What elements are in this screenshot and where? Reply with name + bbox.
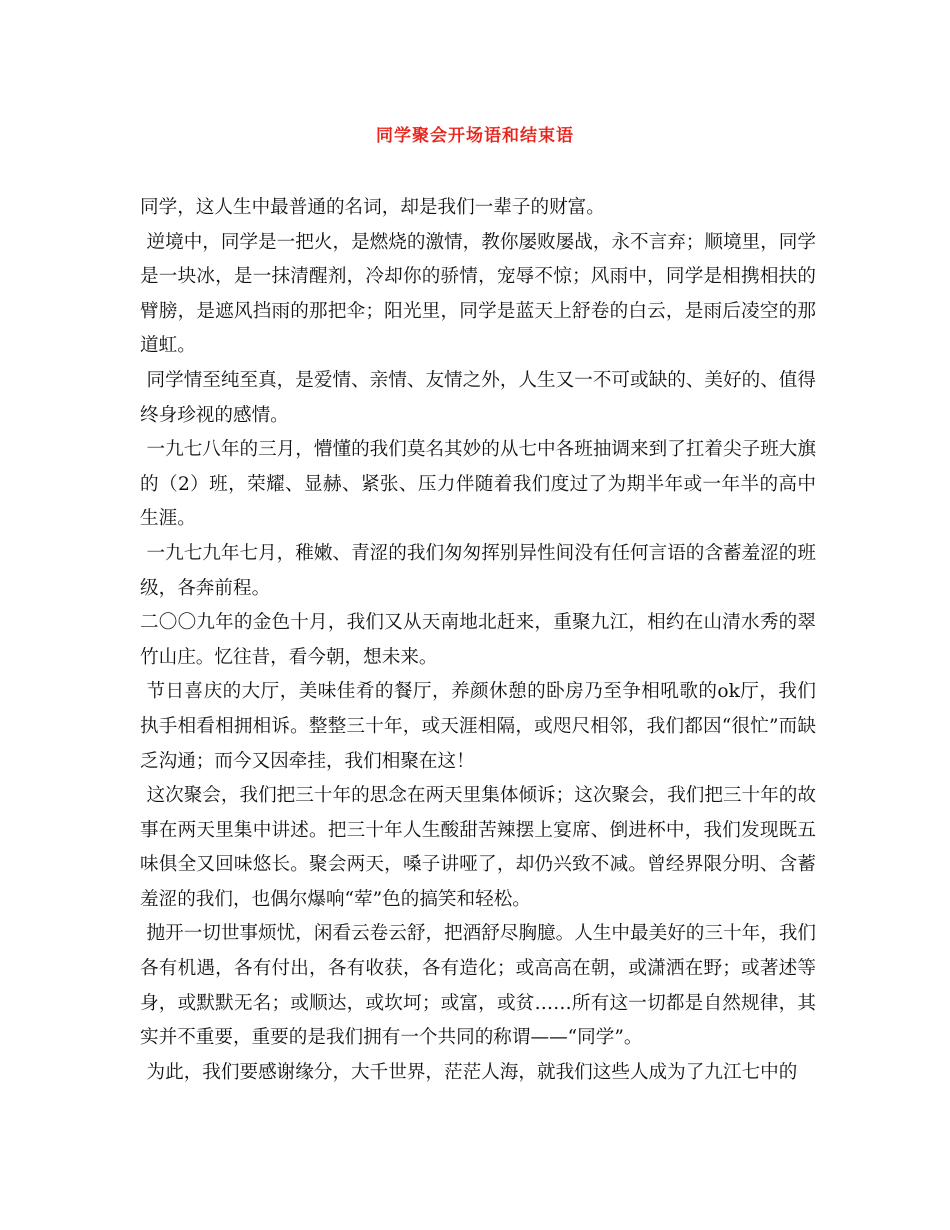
document-title: 同学聚会开场语和结束语: [376, 126, 574, 146]
paragraph-this-gathering: 这次聚会，我们把三十年的思念在两天里集体倾诉；这次聚会，我们把三十年的故事在两天里集中讲述。把三十年人生酸甜苦辣摆上宴席、倒进杯中，我们发现既五味俱全又回味悠长。聚会两天，嗓子讲哑了，却仍兴致不减。曾经界限分明、含蓄羞涩的我们，也偶尔爆响“荤”色的搞笑和轻松。: [140, 785, 816, 910]
paragraph-friendship: 同学情至纯至真，是爱情、亲情、友情之外，人生又一不可或缺的、美好的、值得终身珍视的感情。: [140, 369, 816, 426]
paragraph-1978: 一九七八年的三月，懵懂的我们莫名其妙的从七中各班抽调来到了扛着尖子班大旗的（2）班，荣耀、显赫、紧张、压力伴随着我们度过了为期半年或一年半的高中生涯。: [140, 439, 816, 530]
paragraph-gratitude: 为此，我们要感谢缘分，大千世界，茫茫人海，就我们这些人成为了九江七中的: [146, 1061, 798, 1083]
paragraph-intro: 同学，这人生中最普通的名词，却是我们一辈子的财富。: [140, 197, 605, 218]
paragraph-adversity: 逆境中，同学是一把火，是燃烧的激情，教你屡败屡战，永不言弃；顺境里，同学是一块冰，是一抹清醒剂，冷却你的骄情，宠辱不惊；风雨中，同学是相携相扶的臂膀，是遮风挡雨的那把伞；阳光里，同学是蓝天上舒卷的白云，是雨后凌空的那道虹。: [140, 231, 816, 357]
paragraph-reunion-hall: 节日喜庆的大厅，美味佳肴的餐厅，养颜休憩的卧房乃至争相吼歌的ok厅，我们执手相看相拥相诉。整整三十年，或天涯相隔，或咫尺相邻，我们都因“很忙”而缺乏沟通；而今又因牵挂，我们相聚在这！: [140, 681, 816, 772]
document-body: [140, 191, 816, 1090]
paragraph-1979: 一九七九年七月，稚嫩、青涩的我们匆匆挥别异性间没有任何言语的含蓄羞涩的班级，各奔前程。: [140, 542, 816, 599]
paragraph-2009: 二〇〇九年的金色十月，我们又从天南地北赶来，重聚九江，相约在山清水秀的翠竹山庄。忆往昔，看今朝，想未来。: [140, 612, 816, 668]
paragraph-thirty-years: 抛开一切世事烦忧，闲看云卷云舒，把酒舒尽胸臆。人生中最美好的三十年，我们各有机遇，各有付出，各有收获，各有造化；或高高在朝，或潇洒在野；或著述等身，或默默无名；或顺达，或坎坷；或富，或贫……所有这一切都是自然规律，其实并不重要，重要的是我们拥有一个共同的称谓——“同学”。: [140, 923, 816, 1049]
